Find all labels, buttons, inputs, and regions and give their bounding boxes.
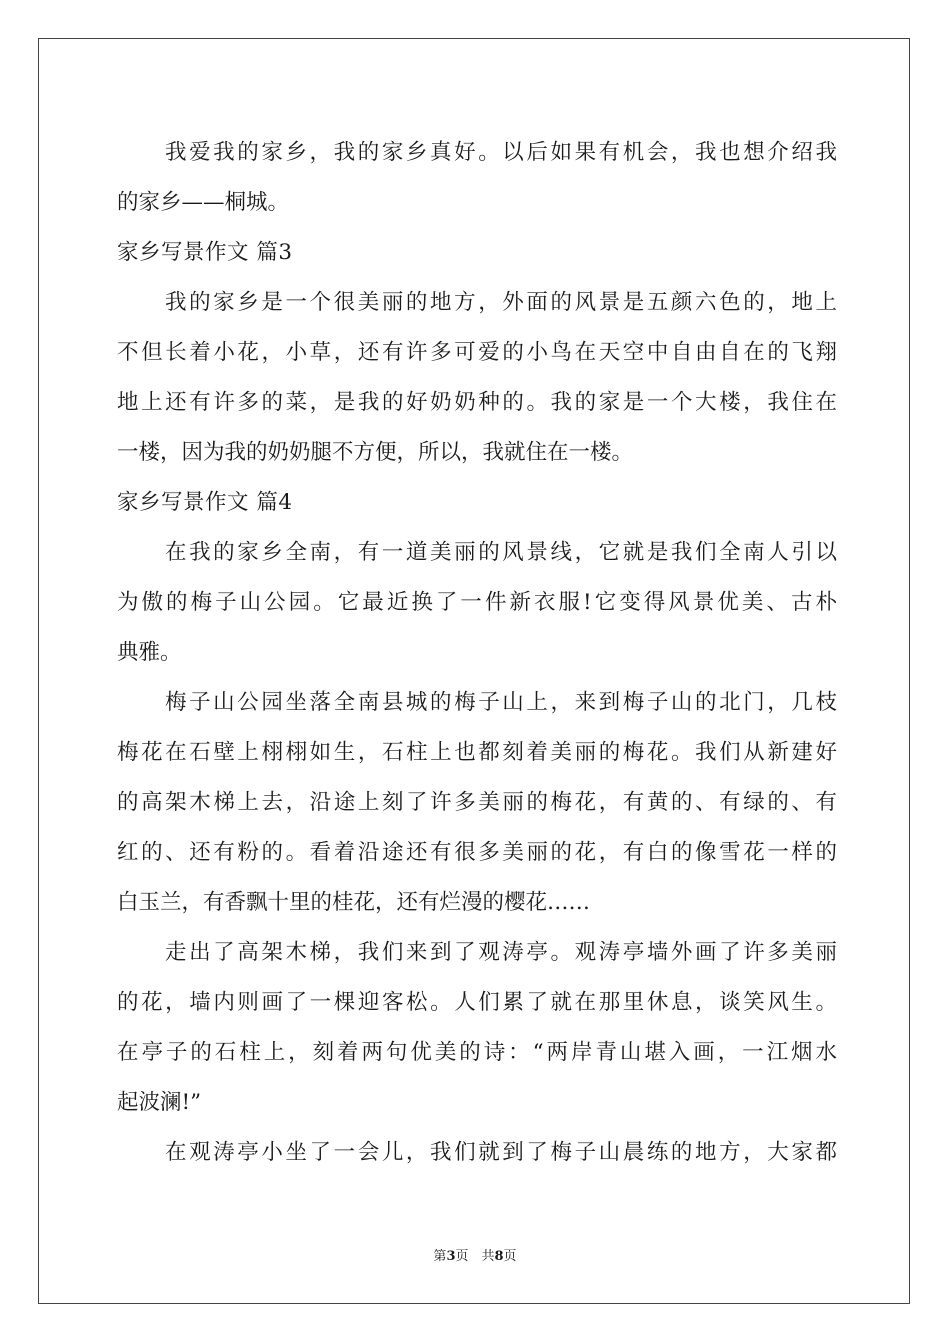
paragraph-line: 梅花在石壁上栩栩如生，石柱上也都刻着美丽的梅花。我们从新建好	[117, 740, 837, 765]
section-heading: 家乡写景作文 篇4	[117, 490, 293, 515]
paragraph-line: 的高架木梯上去，沿途上刻了许多美丽的梅花，有黄的、有绿的、有	[117, 790, 837, 815]
paragraph-line: 起波澜!”	[117, 1090, 202, 1115]
paragraph-line: 在亭子的石柱上，刻着两句优美的诗：“两岸青山堪入画，一江烟水	[117, 1040, 837, 1065]
paragraph-line: 的家乡——桐城。	[117, 190, 290, 215]
page-mid: 页 共	[455, 1249, 495, 1264]
paragraph-line: 不但长着小花，小草，还有许多可爱的小鸟在天空中自由自在的飞翔	[117, 340, 837, 365]
paragraph-line: 走出了高架木梯，我们来到了观涛亭。观涛亭墙外画了许多美丽	[165, 940, 837, 965]
paragraph-line: 在我的家乡全南，有一道美丽的风景线，它就是我们全南人引以	[165, 540, 837, 565]
paragraph-line: 地上还有许多的菜，是我的好奶奶种的。我的家是一个大楼，我住在	[117, 390, 837, 415]
paragraph-line: 的花，墙内则画了一棵迎客松。人们累了就在那里休息，谈笑风生。	[117, 990, 837, 1015]
paragraph-line: 一楼，因为我的奶奶腿不方便，所以，我就住在一楼。	[117, 440, 634, 465]
paragraph-line: 我的家乡是一个很美丽的地方，外面的风景是五颜六色的，地上	[165, 290, 837, 315]
current-page-number: 3	[446, 1249, 456, 1264]
document-body	[117, 128, 837, 1178]
paragraph-line: 红的、还有粉的。看着沿途还有很多美丽的花，有白的像雪花一样的	[117, 840, 837, 865]
paragraph-line: 白玉兰，有香飘十里的桂花，还有烂漫的樱花……	[117, 890, 591, 915]
section-heading: 家乡写景作文 篇3	[117, 240, 293, 265]
paragraph-line: 在观涛亭小坐了一会儿，我们就到了梅子山晨练的地方，大家都	[165, 1140, 837, 1165]
page-suffix: 页	[503, 1249, 517, 1264]
paragraph-line: 梅子山公园坐落全南县城的梅子山上，来到梅子山的北门，几枝	[165, 690, 837, 715]
paragraph-line: 为傲的梅子山公园。它最近换了一件新衣服!它变得风景优美、古朴	[117, 590, 837, 615]
page-footer	[0, 1245, 950, 1264]
page-prefix: 第	[433, 1249, 447, 1264]
paragraph-line: 典雅。	[117, 640, 182, 665]
total-page-number: 8	[494, 1249, 504, 1264]
paragraph-line: 我爱我的家乡，我的家乡真好。以后如果有机会，我也想介绍我	[165, 140, 837, 165]
